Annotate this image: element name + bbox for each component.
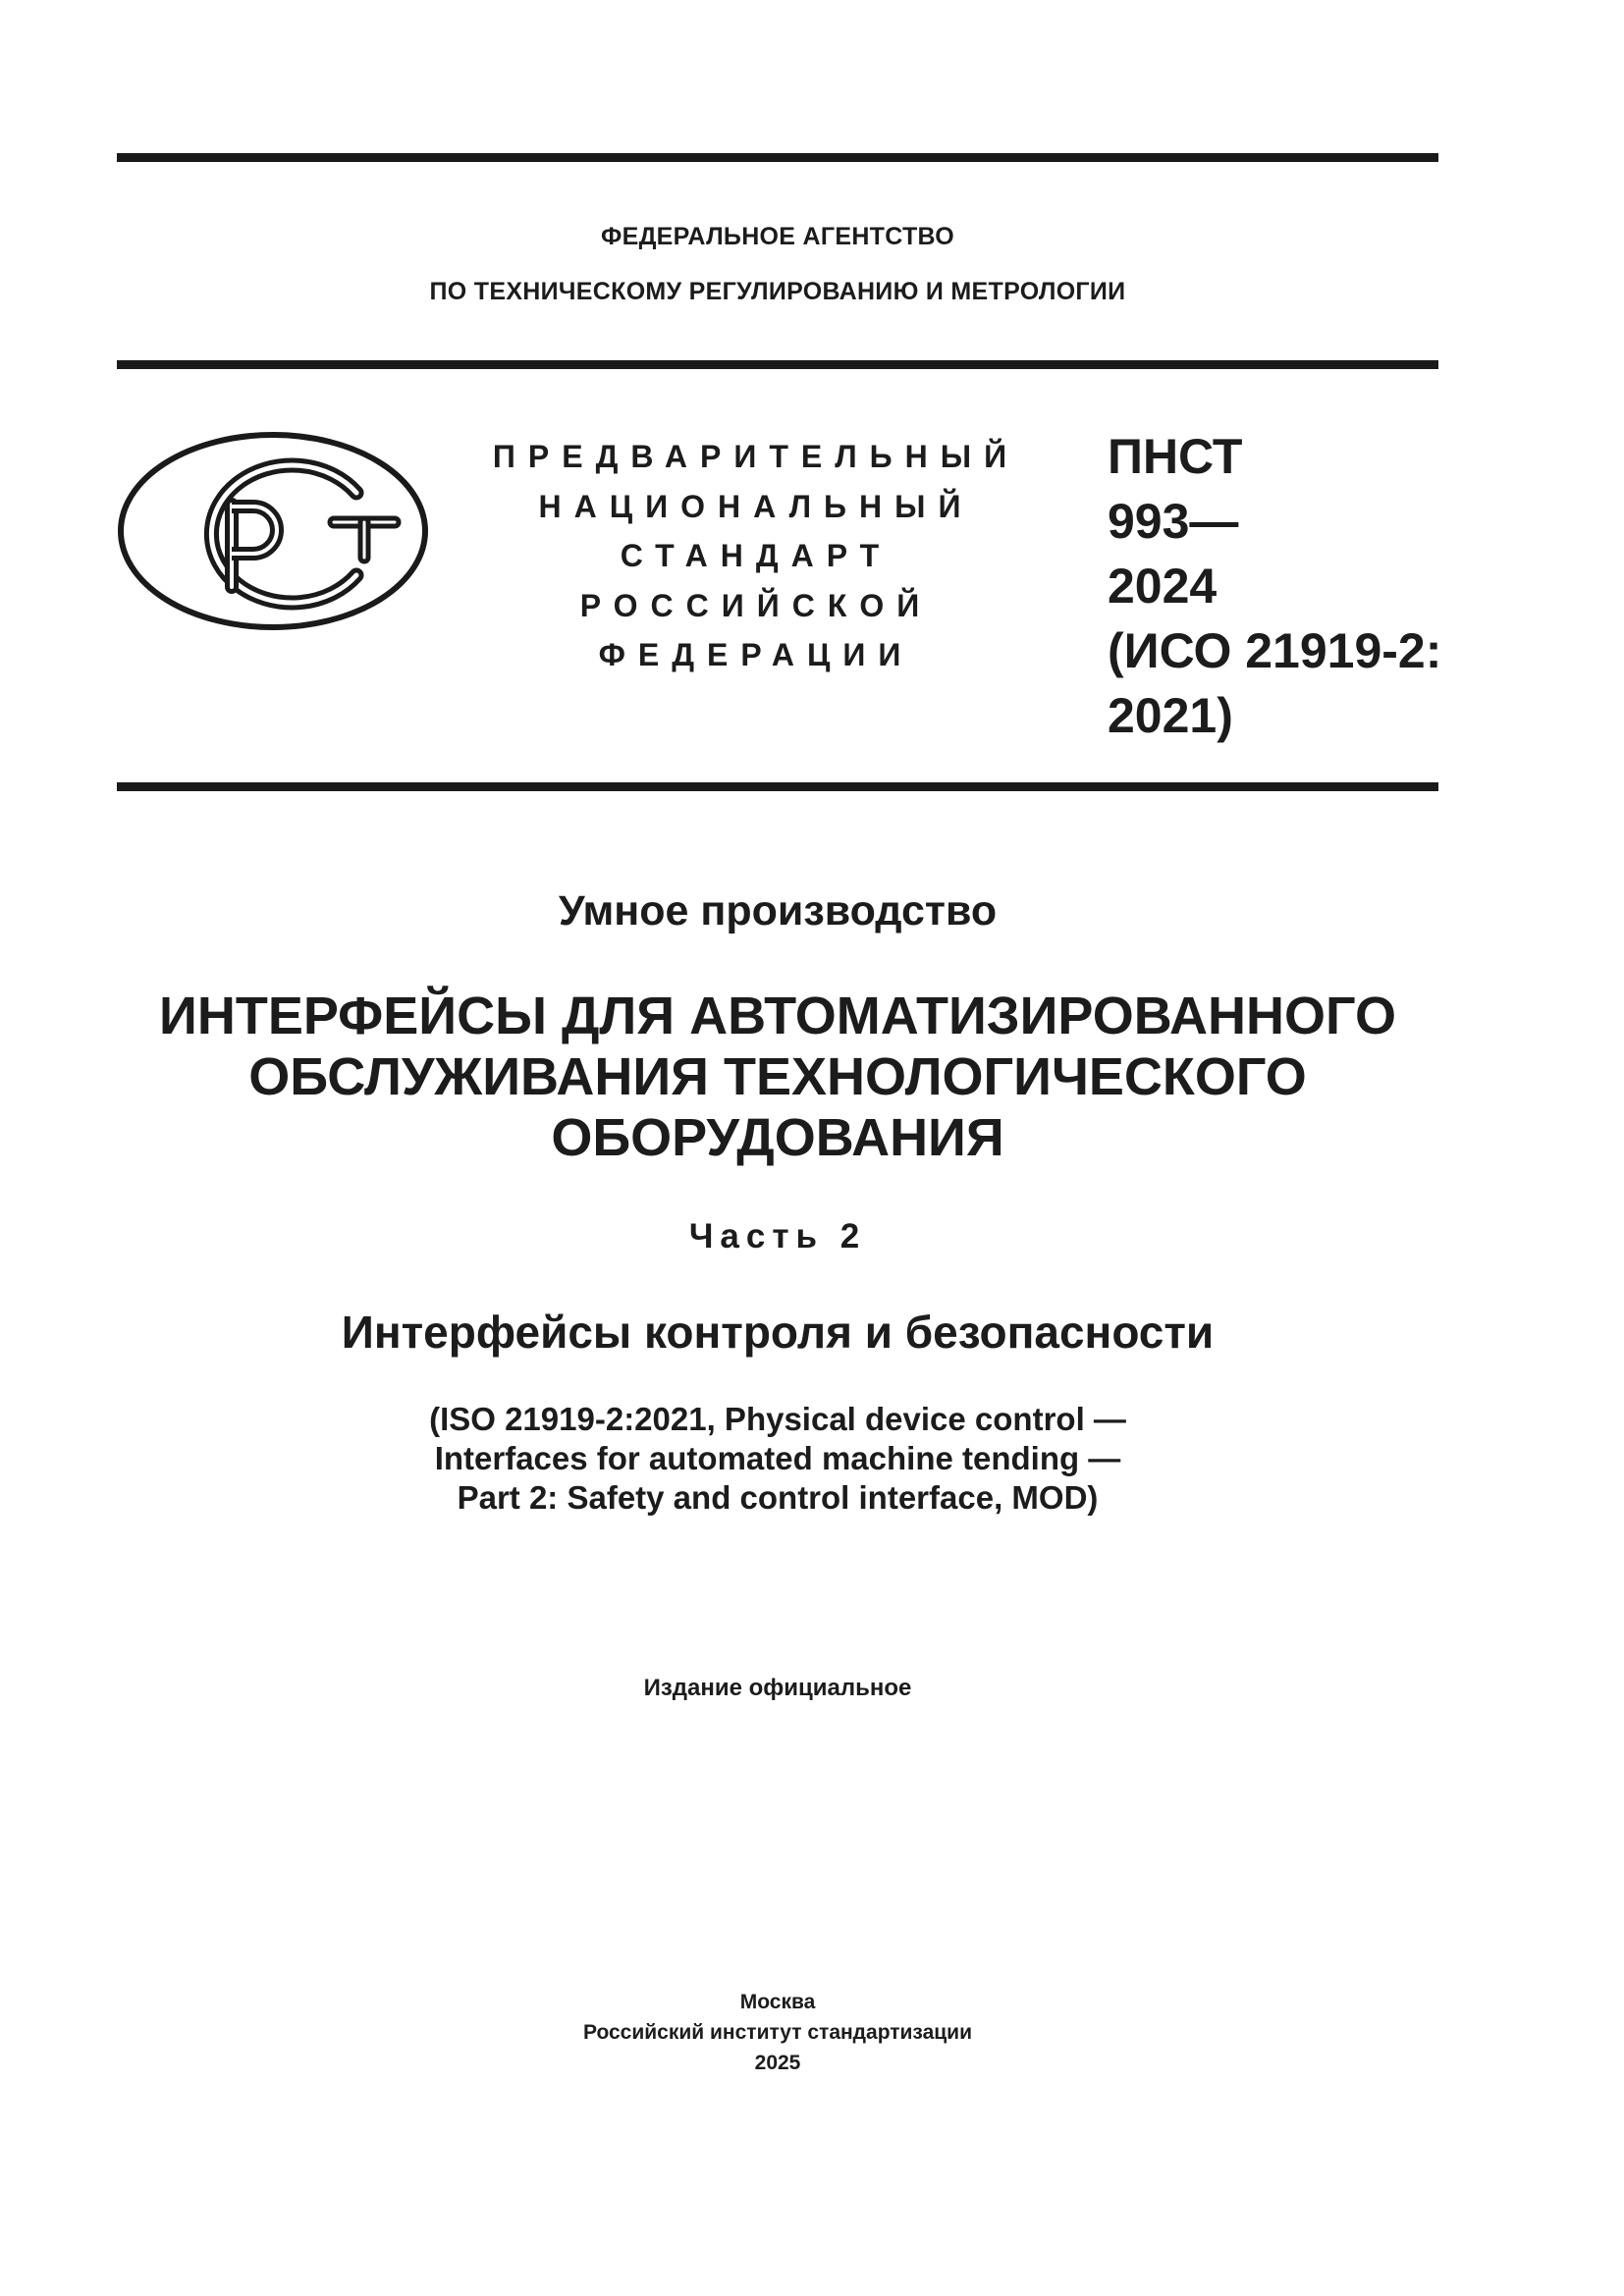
iso-reference-line: Interfaces for automated machine tending — [434,1440,1121,1476]
rst-logo-icon [116,428,430,634]
agency-name-line1: ФЕДЕРАЛЬНОЕ АГЕНТСТВО [600,223,955,250]
standard-type-line: НАЦИОНАЛЬНЫЙ [538,488,974,524]
main-title-line: ОБСЛУЖИВАНИЯ ТЕХНОЛОГИЧЕСКОГО [248,1047,1307,1106]
main-title-line: ОБОРУДОВАНИЯ [551,1108,1004,1167]
title-divider [117,782,1438,791]
agency-name-line2: ПО ТЕХНИЧЕСКОМУ РЕГУЛИРОВАНИЮ И МЕТРОЛОГИИ [429,278,1126,305]
main-title [117,986,1438,1168]
part-number: Часть 2 [688,1217,867,1255]
publisher-info [117,1987,1438,2078]
designation-line: 2021) [1108,688,1233,743]
designation-line: 2024 [1108,559,1218,614]
header-divider [117,360,1438,369]
standard-type-line: ПРЕДВАРИТЕЛЬНЫЙ [492,439,1020,474]
standard-type-line: РОССИЙСКОЙ [579,587,933,623]
iso-reference [117,1400,1438,1518]
iso-reference-line: Part 2: Safety and control interface, MOD) [457,1479,1099,1516]
publication-year: 2025 [754,2052,801,2074]
main-title-line: ИНТЕРФЕЙСЫ ДЛЯ АВТОМАТИЗИРОВАННОГО [159,987,1396,1045]
part-title: Интерфейсы контроля и безопасности [341,1307,1215,1358]
iso-reference-line: (ISO 21919-2:2021, Physical device control — [429,1401,1126,1437]
top-divider [117,153,1438,162]
publisher-institute: Российский институт стандартизации [582,2021,973,2044]
edition-label: Издание официальное [643,1675,912,1701]
designation-line: 993— [1108,494,1239,549]
designation-line: (ИСО 21919-2: [1108,623,1442,678]
standard-designation [1108,424,1441,748]
subject-title: Умное производство [558,887,998,934]
standard-type-line: ФЕДЕРАЦИИ [598,637,914,672]
standard-type-line: СТАНДАРТ [620,538,893,573]
designation-line: ПНСТ [1108,429,1243,484]
standard-type [481,432,1031,680]
publisher-city: Москва [739,1991,816,2013]
